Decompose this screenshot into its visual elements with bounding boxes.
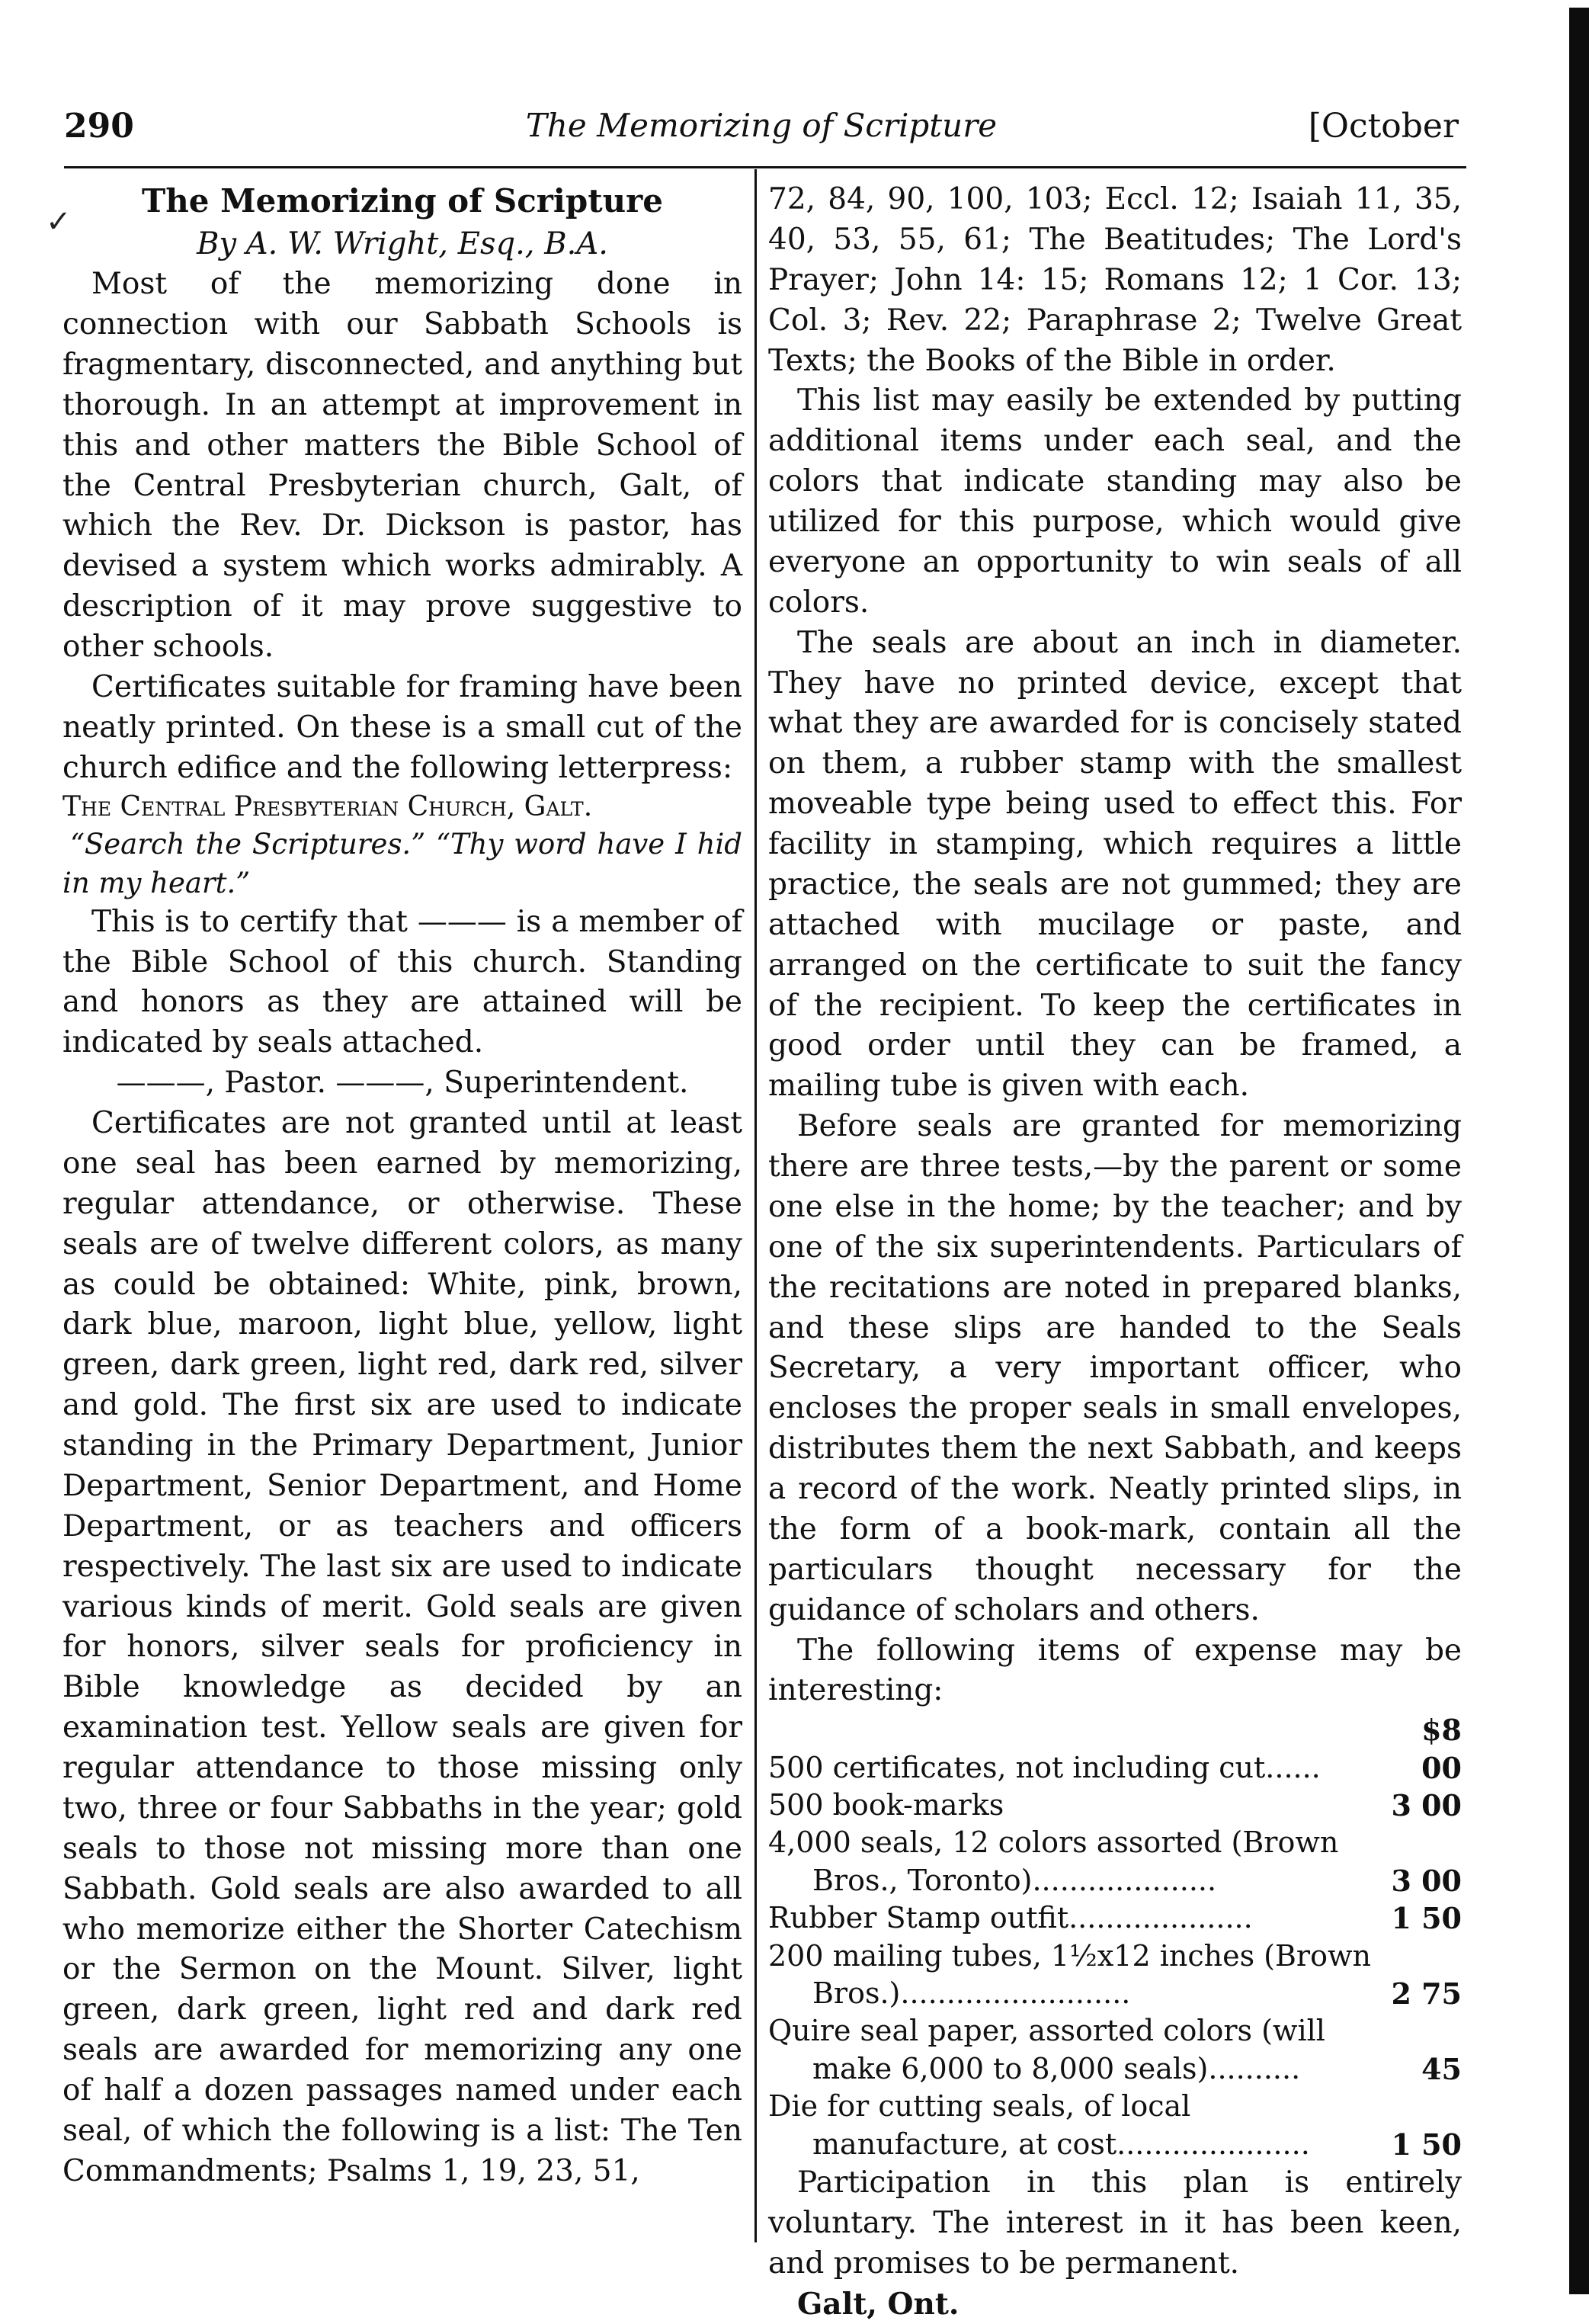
expense-amount: 1 50 [1391,1901,1462,1936]
expense-item: 4,000 seals, 12 colors assorted (Brown Bros., Toronto).................... [768,1826,1339,1897]
check-mark-icon: ✓ [46,204,72,239]
expense-item: Quire seal paper, assorted colors (will make 6,000 to 8,000 seals).......... [768,2014,1325,2085]
dateline-place: Galt, Ont. [797,2286,959,2322]
paragraph-closing: Participation in this plan is entirely voluntary. The interest in it has been keen, and promises to be permanent. [768,2165,1462,2281]
expense-item: Rubber Stamp outfit.................... [768,1901,1253,1935]
expense-row [768,2012,1462,2088]
expense-item: 200 mailing tubes, 1½x12 inches (Brown Bros.)......................... [768,1938,1371,2010]
certificate-mottos: “Search the Scriptures.” “Thy word have I hid in my heart.” [62,828,742,899]
certificate-text: This is to certify that ——— is a member of the Bible School of this church. Standing and honors as they are attained will be indicated by seals attached. [62,904,742,1060]
expense-list [768,1711,1462,2163]
paragraph-tests: Before seals are granted for memorizing there are three tests,—by the parent or some one else in the home; by the teacher; and by one of the six superintendents. Particulars of the recitations are noted in prepared blanks, and these slips are handed to the Seals Secretary, a very important officer, who encloses the proper seals in small envelopes, distributes them the next Sabbath, and keeps a record of the work. Neatly printed slips, in the form of a book-mark, contain all the particulars thought necessary for the guidance of scholars and others. [768,1109,1462,1627]
expense-amount: 1 50 [1391,2127,1462,2162]
paragraph-intro: Most of the memorizing done in connection with our Sabbath Schools is fragmentary, disconnected, and anything but thorough. In an attempt at improvement in this and other matters the Bible School of the Central Presbyterian church, Galt, of which the Rev. Dr. Dickson is pastor, has devised a system which works admirably. A description of it may prove suggestive to other schools. [62,267,742,665]
expense-amount: 45 [1421,2051,1462,2086]
expense-row [768,1938,1462,2013]
issue-month: [October [1308,107,1459,146]
article-title: The Memorizing of Scripture [141,182,664,220]
expense-row [768,1787,1462,1824]
paragraph-seals: Certificates are not granted until at least one seal has been earned by memorizing, regular attendance, or otherwise. These seals are of twelve different colors, as many as could be obtained: White, pink, brown, dark blue, maroon, light blue, yellow, light green, dark green, light red, dark red, silver and gold. The first six are used to indicate standing in the Primary Department, Junior Department, Senior Department, and Home Department, or as teachers and officers respectively. The last six are used to indicate various kinds of merit. Gold seals are given for honors, silver seals for proficiency in Bible knowledge as decided by an examination test. Yellow seals are given for regular attendance to those missing only two, three or four Sabbaths in the year; gold seals to those not missing more than one Sabbath. Gold seals are also awarded to all who memorize either the Shorter Catechism or the Sermon on the Mount. Silver, light green, dark green, light red and dark red seals are awarded for memorizing any one of half a dozen passages named under each seal, of which the following is a list: The Ten Commandments; Psalms 1, 19, 23, 51, [62,1106,742,2188]
expense-row [768,1824,1462,1899]
article-byline: By A. W. Wright, Esq., B.A. [197,226,608,261]
column-divider [754,169,757,2242]
left-column [62,180,742,2192]
certificate-signatures: ———, Pastor. ———, Superintendent. [116,1066,689,1101]
header-rule [64,166,1466,168]
right-column [768,180,1462,2324]
expense-amount: $8 00 [1421,1713,1462,1785]
expense-row [768,1711,1462,1787]
paragraph-expense-intro: The following items of expense may be interesting: [768,1633,1462,1708]
expense-amount: 3 00 [1391,1863,1462,1898]
expense-row [768,1899,1462,1937]
paragraph-seal-description: The seals are about an inch in diameter. They have no printed device, except that what they are awarded for is concisely stated on them, a rubber stamp with the smallest moveable type being used to effect this. For facility in stamping, which requires a little practice, the seals are not gummed; they are attached with mucilage or paste, and arranged on the certificate to suit the fancy of the recipient. To keep the certificates in good order until they can be framed, a mailing tube is given with each. [768,625,1462,1104]
expense-item: Die for cutting seals, of local manufacture, at cost..................... [768,2089,1310,2161]
expense-amount: 2 75 [1391,1976,1462,2011]
expense-amount: 3 00 [1391,1788,1462,1823]
expense-item: 500 certificates, not including cut...... [768,1750,1321,1784]
paragraph-certificates: Certificates suitable for framing have been neatly printed. On these is a small cut of the church edifice and the following letterpress: [62,669,742,785]
running-title: The Memorizing of Scripture [525,107,998,144]
expense-row [768,2088,1462,2163]
scan-edge-shadow [1569,8,1589,2294]
expense-item: 500 book-marks [768,1788,1004,1822]
paragraph-passage-list: 72, 84, 90, 100, 103; Eccl. 12; Isaiah 11, 35, 40, 53, 55, 61; The Beatitudes; The Lord's Prayer; John 14: 15; Romans 12; 1 Cor. 13; Col. 3; Rev. 22; Paraphrase 2; Twelve Great Texts; the Books of the Bible in order. [768,182,1462,378]
certificate-letterhead: The Central Presbyterian Church, Galt. [62,790,593,822]
page-number: 290 [64,107,134,146]
running-header [64,107,1459,160]
paragraph-list-extension: This list may easily be extended by putting additional items under each seal, and the colors that indicate standing may also be utilized for this purpose, which would give everyone an opportunity to win seals of all colors. [768,383,1462,620]
